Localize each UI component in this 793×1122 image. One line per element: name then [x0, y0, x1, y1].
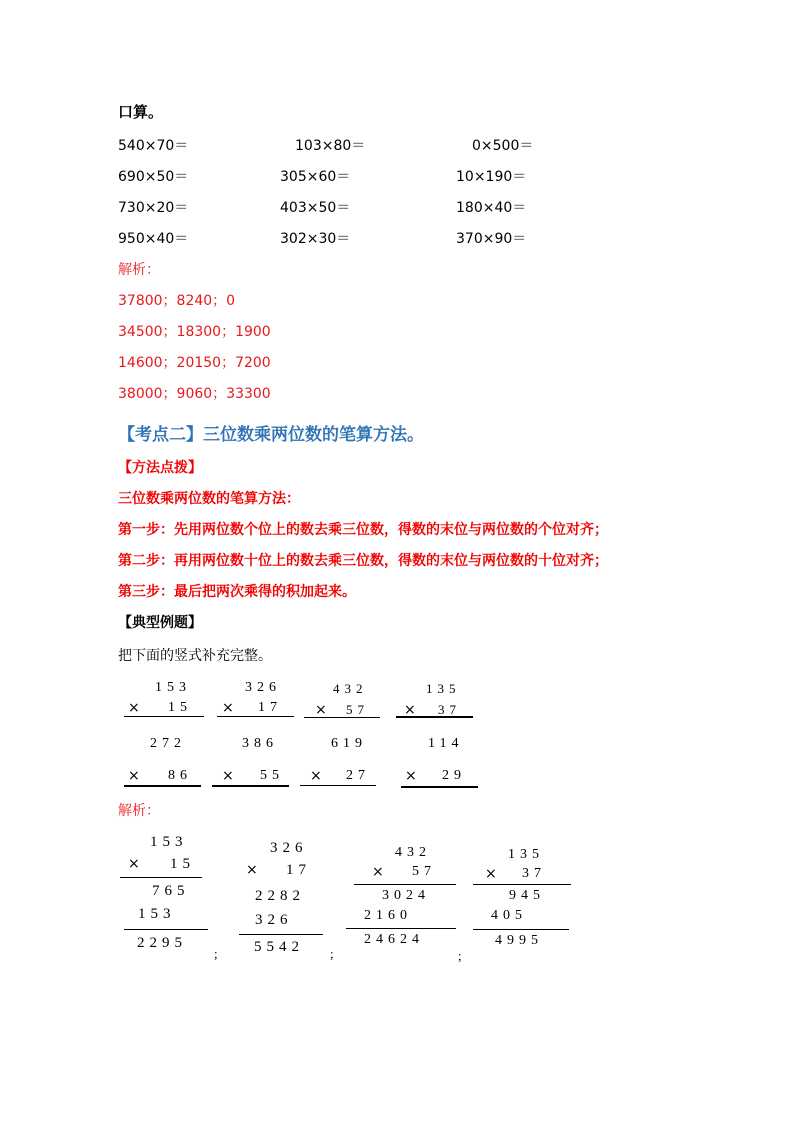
partial-product: 326: [255, 912, 293, 928]
multiplier: 57: [346, 702, 369, 717]
times-sign: ×: [128, 700, 140, 716]
analysis-label: 解析：: [118, 803, 160, 819]
multiplier: 37: [438, 702, 461, 717]
multiplicand: 135: [508, 847, 544, 862]
multiplier: 29: [442, 768, 466, 783]
multiplicand: 153: [150, 834, 188, 850]
times-sign: ×: [128, 856, 140, 872]
times-sign: ×: [315, 702, 327, 718]
multiplier: 15: [170, 856, 195, 872]
answer-line: [212, 785, 289, 787]
times-sign: ×: [310, 768, 322, 784]
times-sign: ×: [246, 862, 258, 878]
times-sign: ×: [372, 864, 384, 880]
oral-item: 730×20＝: [118, 200, 189, 216]
multiplicand: 114: [428, 736, 464, 751]
multiplicand: 619: [331, 736, 367, 751]
oral-item: 540×70＝: [118, 138, 189, 154]
answer-line: [396, 716, 473, 718]
final-product: 24624: [364, 932, 424, 947]
partial-product: 153: [138, 906, 176, 922]
method-title: 三位数乘两位数的笔算方法：: [118, 491, 300, 507]
oral-item: 180×40＝: [456, 200, 527, 216]
oral-item: 403×50＝: [280, 200, 351, 216]
times-sign: ×: [222, 768, 234, 784]
multiplier: 55: [260, 768, 284, 783]
example-prompt: 把下面的竖式补充完整。: [118, 648, 272, 664]
multiplier: 57: [412, 864, 436, 879]
oral-analysis-label: 解析：: [118, 262, 160, 278]
answer-line: [124, 716, 204, 717]
sum-line: [346, 928, 456, 929]
oral-item: 302×30＝: [280, 231, 351, 247]
oral-answer: 37800；8240；0: [118, 293, 236, 309]
method-step: 第三步：最后把两次乘得的积加起来。: [118, 584, 356, 600]
partial-product: 3024: [382, 888, 430, 903]
times-sign: ×: [404, 702, 416, 718]
oral-title: 口算。: [118, 103, 164, 121]
partial-product: 765: [152, 883, 190, 899]
multiplicand: 153: [155, 680, 191, 695]
partial-product: 2160: [364, 908, 412, 923]
oral-answer: 34500；18300；1900: [118, 324, 271, 340]
multiplier: 17: [286, 862, 311, 878]
method-step: 第一步：先用两位数个位上的数去乘三位数，得数的末位与两位数的个位对齐；: [118, 522, 608, 538]
multiplier: 15: [168, 700, 192, 715]
separator: ;: [330, 946, 334, 961]
partial-product: 2282: [255, 888, 305, 904]
sum-line: [239, 934, 323, 935]
oral-item: 0×500＝: [472, 138, 534, 154]
answer-line: [304, 717, 380, 718]
multiplier: 17: [258, 700, 282, 715]
example-label: 【典型例题】: [118, 615, 202, 631]
oral-item: 305×60＝: [280, 169, 351, 185]
final-product: 2295: [137, 935, 187, 951]
answer-line: [300, 785, 376, 786]
product-line: [120, 877, 202, 878]
final-product: 4995: [495, 933, 543, 948]
final-product: 5542: [254, 939, 304, 955]
times-sign: ×: [128, 768, 140, 784]
oral-answer: 14600；20150；7200: [118, 355, 271, 371]
oral-item: 10×190＝: [456, 169, 527, 185]
times-sign: ×: [405, 768, 417, 784]
oral-item: 103×80＝: [295, 138, 366, 154]
product-line: [473, 884, 571, 885]
method-label: 【方法点拨】: [118, 460, 202, 476]
partial-product: 405: [491, 908, 527, 923]
section-title: 【考点二】三位数乘两位数的笔算方法。: [118, 425, 424, 445]
sum-line: [124, 929, 208, 930]
answer-line: [401, 786, 478, 788]
partial-product: 945: [509, 888, 545, 903]
multiplicand: 432: [333, 681, 368, 696]
separator: ;: [214, 946, 218, 961]
multiplicand: 272: [150, 736, 186, 751]
multiplicand: 326: [270, 840, 308, 856]
multiplier: 27: [346, 768, 370, 783]
oral-item: 370×90＝: [456, 231, 527, 247]
multiplicand: 135: [426, 681, 461, 696]
answer-line: [124, 785, 201, 787]
multiplicand: 386: [242, 736, 278, 751]
sum-line: [473, 929, 569, 930]
times-sign: ×: [222, 700, 234, 716]
oral-item: 950×40＝: [118, 231, 189, 247]
oral-item: 690×50＝: [118, 169, 189, 185]
times-sign: ×: [485, 866, 497, 882]
multiplier: 37: [522, 866, 546, 881]
product-line: [354, 884, 456, 885]
method-step: 第二步：再用两位数十位上的数去乘三位数，得数的末位与两位数的十位对齐；: [118, 553, 608, 569]
multiplier: 86: [168, 768, 192, 783]
multiplicand: 432: [395, 845, 431, 860]
separator: ;: [458, 948, 462, 963]
oral-answer: 38000；9060；33300: [118, 386, 271, 402]
multiplicand: 326: [245, 680, 281, 695]
answer-line: [217, 716, 294, 717]
